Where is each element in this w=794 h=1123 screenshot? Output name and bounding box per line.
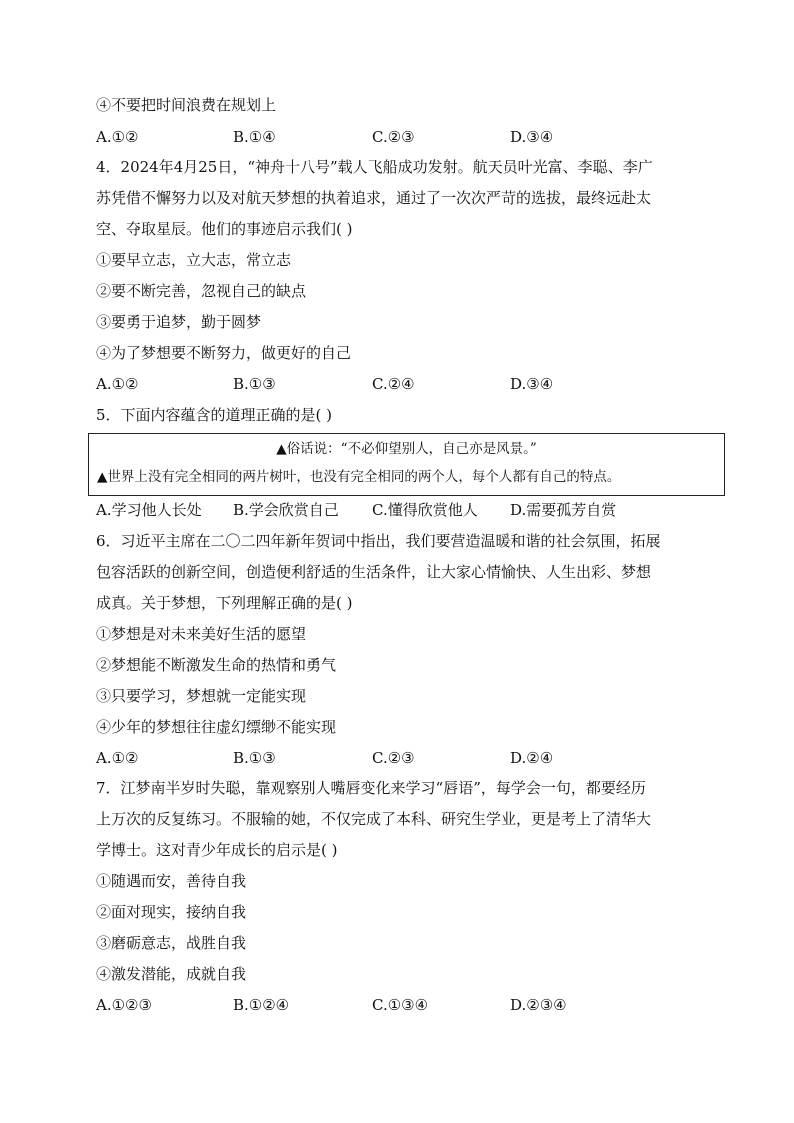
q4-option-a: A.①② bbox=[96, 375, 139, 393]
q5-option-b: B.学会欣赏自己 bbox=[233, 501, 339, 519]
q4-option-b: B.①③ bbox=[233, 375, 276, 393]
q7-option-a: A.①②③ bbox=[96, 996, 152, 1014]
q5-option-d: D.需要孤芳自赏 bbox=[510, 501, 617, 519]
q4-option-c: C.②④ bbox=[372, 375, 415, 393]
q4-stem-line-3: 空、夺取星辰。他们的事迹启示我们( ) bbox=[96, 220, 353, 238]
q6-option-c: C.②③ bbox=[372, 749, 415, 767]
q5-option-a: A.学习他人长处 bbox=[96, 501, 202, 519]
q4-item-1: ①要早立志，立大志，常立志 bbox=[96, 251, 292, 269]
q7-item-3: ③磨砺意志，战胜自我 bbox=[96, 934, 247, 952]
q4-stem-line-1: 4．2024年4月25日，“神舟十八号”载人飞船成功发射。航天员叶光富、李聪、李广 bbox=[96, 158, 653, 176]
q3-option-b: B.①④ bbox=[233, 128, 276, 146]
q3-option-c: C.②③ bbox=[372, 128, 415, 146]
q6-item-3: ③只要学习，梦想就一定能实现 bbox=[96, 687, 307, 705]
q5-quote-1: ▲俗话说：“不必仰望别人，自己亦是风景。” bbox=[276, 441, 537, 457]
q6-stem-line-2: 包容活跃的创新空间，创造便利舒适的生活条件，让大家心情愉快、人生出彩、梦想 bbox=[96, 563, 652, 581]
q7-stem-line-2: 上万次的反复练习。不服输的她，不仅完成了本科、研究生学业，更是考上了清华大 bbox=[96, 810, 652, 828]
q6-option-b: B.①③ bbox=[233, 749, 276, 767]
q6-option-d: D.②④ bbox=[510, 749, 554, 767]
q3-option-d: D.③④ bbox=[510, 128, 554, 146]
q7-item-1: ①随遇而安，善待自我 bbox=[96, 872, 247, 890]
q5-quote-2: ▲世界上没有完全相同的两片树叶，也没有完全相同的两个人，每个人都有自己的特点。 bbox=[97, 469, 621, 485]
q6-item-2: ②梦想能不断激发生命的热情和勇气 bbox=[96, 656, 337, 674]
q7-stem-line-3: 学博士。这对青少年成长的启示是( ) bbox=[96, 841, 338, 859]
q7-item-4: ④激发潜能，成就自我 bbox=[96, 965, 247, 983]
q7-item-2: ②面对现实，接纳自我 bbox=[96, 903, 247, 921]
q4-stem-line-2: 苏凭借不懈努力以及对航天梦想的执着追求，通过了一次次严苛的选拔，最终远赴太 bbox=[96, 189, 652, 207]
q6-stem-line-3: 成真。关于梦想，下列理解正确的是( ) bbox=[96, 594, 353, 612]
q5-quote-box bbox=[88, 433, 725, 496]
q5-stem: 5．下面内容蕴含的道理正确的是( ) bbox=[96, 406, 333, 424]
q4-item-4: ④为了梦想要不断努力，做更好的自己 bbox=[96, 344, 352, 362]
q3-item-4: ④不要把时间浪费在规划上 bbox=[96, 96, 277, 114]
q7-stem-line-1: 7．江梦南半岁时失聪，靠观察别人嘴唇变化来学习“唇语”，每学会一句，都要经历 bbox=[96, 779, 646, 797]
q7-option-d: D.②③④ bbox=[510, 996, 567, 1014]
q7-option-b: B.①②④ bbox=[233, 996, 290, 1014]
q3-option-a: A.①② bbox=[96, 128, 139, 146]
q6-option-a: A.①② bbox=[96, 749, 139, 767]
q4-item-2: ②要不断完善，忽视自己的缺点 bbox=[96, 282, 307, 300]
q6-item-1: ①梦想是对未来美好生活的愿望 bbox=[96, 625, 307, 643]
q6-stem-line-1: 6．习近平主席在二〇二四年新年贺词中指出，我们要营造温暖和谐的社会氛围，拓展 bbox=[96, 532, 661, 550]
q6-item-4: ④少年的梦想往往虚幻缥缈不能实现 bbox=[96, 718, 337, 736]
q5-option-c: C.懂得欣赏他人 bbox=[372, 501, 478, 519]
q7-option-c: C.①③④ bbox=[372, 996, 429, 1014]
q4-option-d: D.③④ bbox=[510, 375, 554, 393]
q4-item-3: ③要勇于追梦，勤于圆梦 bbox=[96, 313, 262, 331]
